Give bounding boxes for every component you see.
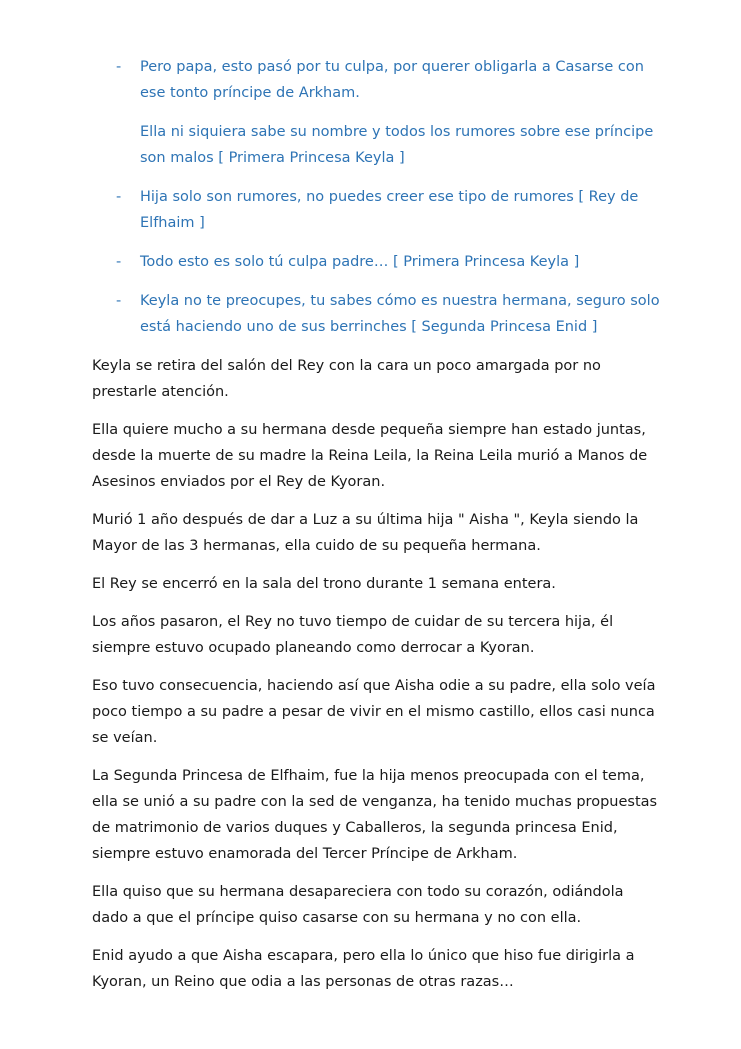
dialogue-line: Keyla no te preocupes, tu sabes cómo es nuestra hermana, seguro solo está haciendo uno de sus berrinches [ Segunda Princesa Enid ]	[140, 293, 660, 335]
narrative-paragraph: La Segunda Princesa de Elfhaim, fue la hija menos preocupada con el tema, ella se unió a su padre con la sed de venganza, ha tenido muchas propuestas de matrimonio de varios duques y Caballeros, la segunda princesa Enid, siempre estuvo enamorada del Tercer Príncipe de Arkham.	[92, 768, 658, 862]
dialogue-item	[92, 184, 661, 236]
narrative-paragraph: Ella quiere mucho a su hermana desde pequeña siempre han estado juntas, desde la muerte de su madre la Reina Leila, la Reina Leila murió a Manos de Asesinos enviados por el Rey de Kyoran.	[92, 422, 648, 490]
dialogue-line: Hija solo son rumores, no puedes creer ese tipo de rumores [ Rey de Elfhaim ]	[140, 189, 639, 231]
dialogue-list	[92, 54, 661, 340]
dialogue-dash: -	[116, 189, 122, 205]
narrative-paragraph: Keyla se retira del salón del Rey con la cara un poco amargada por no prestarle atención.	[92, 358, 601, 400]
narrative-paragraph: Murió 1 año después de dar a Luz a su última hija " Aisha ", Keyla siendo la Mayor de las 3 hermanas, ella cuido de su pequeña hermana.	[92, 512, 639, 554]
dialogue-item	[92, 249, 661, 275]
dialogue-line: Todo esto es solo tú culpa padre… [ Primera Princesa Keyla ]	[140, 254, 580, 270]
narrative-body	[92, 353, 661, 995]
narrative-paragraph: Enid ayudo a que Aisha escapara, pero ella lo único que hiso fue dirigirla a Kyoran, un Reino que odia a las personas de otras razas…	[92, 948, 635, 990]
narrative-paragraph: Ella quiso que su hermana desapareciera con todo su corazón, odiándola dado a que el príncipe quiso casarse con su hermana y no con ella.	[92, 884, 624, 926]
narrative-paragraph: El Rey se encerró en la sala del trono durante 1 semana entera.	[92, 576, 556, 592]
dialogue-line: Ella ni siquiera sabe su nombre y todos los rumores sobre ese príncipe son malos [ Primera Princesa Keyla ]	[140, 124, 654, 166]
dialogue-item	[92, 54, 661, 171]
narrative-paragraph: Los años pasaron, el Rey no tuvo tiempo de cuidar de su tercera hija, él siempre estuvo ocupado planeando como derrocar a Kyoran.	[92, 614, 614, 656]
dialogue-item	[92, 288, 661, 340]
dialogue-dash: -	[116, 59, 122, 75]
narrative-paragraph: Eso tuvo consecuencia, haciendo así que Aisha odie a su padre, ella solo veía poco tiempo a su padre a pesar de vivir en el mismo castillo, ellos casi nunca se veían.	[92, 678, 656, 746]
dialogue-dash: -	[116, 254, 122, 270]
dialogue-line: Pero papa, esto pasó por tu culpa, por querer obligarla a Casarse con ese tonto príncipe de Arkham.	[140, 59, 644, 101]
dialogue-dash: -	[116, 293, 122, 309]
